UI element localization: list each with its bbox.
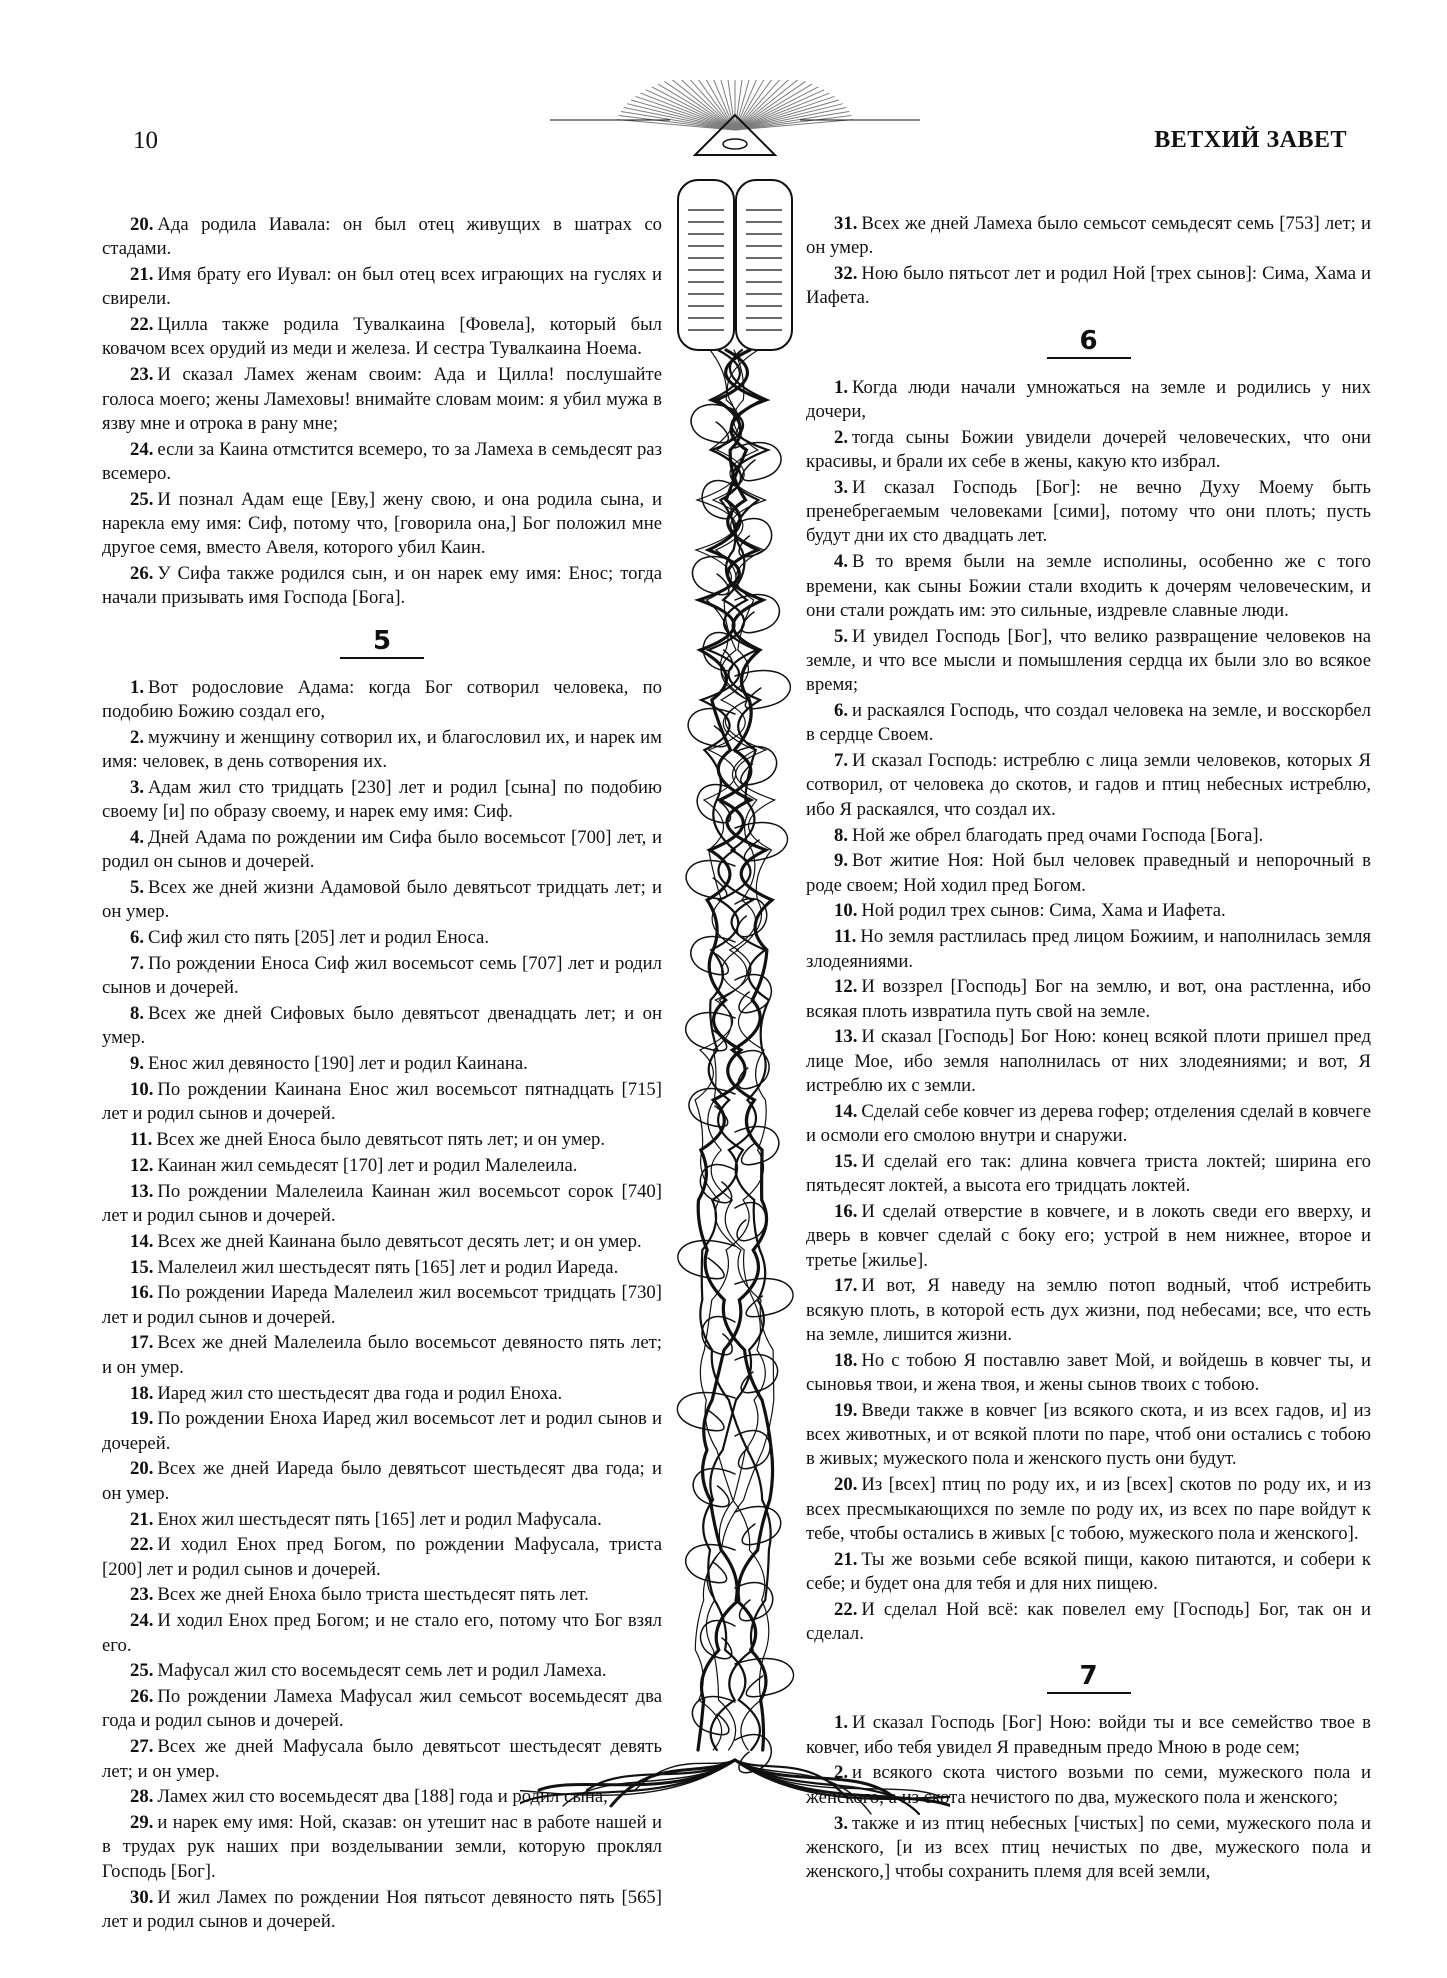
verse bbox=[102, 1659, 662, 1683]
verse-text: Имя брату его Иувал: он был отец всех играющих на гуслях и свирели. bbox=[102, 264, 662, 310]
verse-text: Ламех жил сто восемьдесят два [188] года и родил сына, bbox=[157, 1786, 608, 1808]
verse-number: 19. bbox=[834, 1399, 858, 1421]
verse-text: Всех же дней Мафусала было девятьсот шестьдесят девять лет; и он умер. bbox=[102, 1736, 662, 1782]
verse-number: 23. bbox=[130, 364, 154, 386]
verse-text: И сказал Ламех женам своим: Ада и Цилла! послушайте голоса моего; жены Ламеховы! внимайте словам моим: я убил мужа в язву мне и отрока в рану мне; bbox=[102, 364, 662, 434]
verse-text: Енох жил шестьдесят пять [165] лет и родил Мафусала. bbox=[157, 1508, 602, 1530]
verse bbox=[806, 625, 1371, 698]
verse-number: 3. bbox=[834, 1812, 849, 1834]
verse bbox=[806, 975, 1371, 1024]
verse-number: 22. bbox=[130, 1534, 154, 1556]
verse-number: 5. bbox=[834, 625, 849, 647]
verse-number: 12. bbox=[130, 1154, 154, 1176]
verse bbox=[102, 1886, 662, 1935]
verse-text: Сделай себе ковчег из дерева гофер; отделения сделай в ковчеге и осмоли его смолою внутри и снаружи. bbox=[806, 1100, 1371, 1147]
verse-number: 24. bbox=[130, 1610, 154, 1632]
verse bbox=[102, 1785, 662, 1809]
verse bbox=[806, 1100, 1371, 1149]
verse-number: 26. bbox=[130, 563, 154, 585]
verse bbox=[806, 1812, 1371, 1885]
verse-text: Вот родословие Адама: когда Бог сотворил человека, по подобию Божию создал его, bbox=[102, 676, 662, 723]
verse-text: Вот житие Ноя: Ной был человек праведный и непорочный в роде своем; Ной ходил пред Богом. bbox=[806, 850, 1371, 896]
verse-number: 31. bbox=[834, 213, 858, 234]
verse-number: 18. bbox=[130, 1382, 154, 1404]
verse-number: 6. bbox=[834, 700, 849, 722]
verse-number: 8. bbox=[130, 1003, 145, 1025]
verse bbox=[102, 876, 662, 925]
verse-number: 14. bbox=[130, 1230, 154, 1252]
verse-number: 28. bbox=[130, 1786, 154, 1808]
verse-text: и раскаялся Господь, что создал человека на земле, и восскорбел в сердце Своем. bbox=[806, 700, 1371, 746]
verse-text: По рождении Еноса Сиф жил восемьсот семь [707] лет и родил сынов и дочерей. bbox=[102, 953, 662, 999]
verse-text: По рождении Иареда Малелеил жил восемьсот тридцать [730] лет и родил сынов и дочерей. bbox=[102, 1282, 662, 1328]
verse-text: И ходил Енох пред Богом; и не стало его, потому что Бог взял его. bbox=[102, 1610, 662, 1656]
verse-text: И ходил Енох пред Богом, по рождении Мафусала, триста [200] лет и родил сынов и дочерей. bbox=[102, 1534, 662, 1580]
verse-text: Всех же дней Еноха было триста шестьдесят пять лет. bbox=[157, 1584, 589, 1606]
verse-text: тогда сыны Божии увидели дочерей человеческих, что они красивы, и брали их себе в жены, какую кто избрал. bbox=[806, 426, 1371, 473]
verse-text: Всех же дней Каинана было девятьсот десять лет; и он умер. bbox=[157, 1230, 642, 1252]
verse-number: 23. bbox=[130, 1584, 154, 1606]
verse bbox=[102, 1685, 662, 1734]
verse bbox=[102, 1457, 662, 1506]
verse bbox=[102, 1811, 662, 1884]
verse bbox=[102, 263, 662, 312]
verse bbox=[102, 1281, 662, 1330]
verse-number: 9. bbox=[130, 1053, 145, 1075]
verse-text: Когда люди начали умножаться на земле и родились у них дочери, bbox=[806, 376, 1371, 422]
verse-text: И сказал Господь [Бог]: не вечно Духу Моему быть пренебрегаемым человеками [сими], потому что они плоть; пусть будут дни их сто двадцать лет. bbox=[806, 476, 1371, 547]
verse bbox=[806, 262, 1371, 311]
verse bbox=[102, 488, 662, 561]
verse-text: И сказал [Господь] Бог Ною: конец всякой плоти пришел пред лице Мое, ибо земля наполнилась от них злодеяниями; и вот, Я истреблю их с земли. bbox=[806, 1026, 1371, 1096]
verse-number: 7. bbox=[834, 750, 849, 772]
verse-number: 11. bbox=[130, 1129, 153, 1151]
verse-number: 13. bbox=[130, 1180, 154, 1202]
verse-text: Всех же дней Малелеила было восемьсот девяносто пять лет; и он умер. bbox=[102, 1332, 662, 1378]
verse bbox=[806, 212, 1371, 261]
verse-text: мужчину и женщину сотворил их, и благословил их, и нарек им имя: человек, в день сотворения их. bbox=[102, 726, 662, 773]
verse-text: Дней Адама по рождении им Сифа было восемьсот [700] лет, и родил он сынов и дочерей. bbox=[102, 827, 662, 873]
verse bbox=[102, 776, 662, 825]
verse-number: 15. bbox=[834, 1150, 858, 1172]
verse bbox=[102, 1508, 662, 1532]
verse bbox=[102, 438, 662, 487]
verse-number: 22. bbox=[130, 314, 154, 336]
verse-text: И сделал Ной всё: как повелел ему [Господь] Бог, так он и сделал. bbox=[806, 1598, 1371, 1645]
verse bbox=[806, 550, 1371, 623]
verse-text: И сказал Господь [Бог] Ною: войди ты и все семейство твое в ковчег, ибо тебя увидел Я праведным предо Мною в роде сем; bbox=[806, 1712, 1371, 1758]
verse-number: 32. bbox=[834, 263, 858, 285]
verse bbox=[102, 926, 662, 950]
verse-text: Ной родил трех сынов: Сима, Хама и Иафета. bbox=[861, 900, 1226, 922]
verse-text: И воззрел [Господь] Бог на землю, и вот, она растленна, ибо всякая плоть извратила путь свой на земле. bbox=[806, 976, 1371, 1022]
verse-number: 5. bbox=[130, 877, 145, 899]
verse bbox=[102, 1128, 662, 1152]
verse bbox=[102, 1407, 662, 1456]
verse-number: 1. bbox=[130, 676, 145, 698]
verse bbox=[102, 313, 662, 362]
verse-number: 17. bbox=[834, 1275, 858, 1297]
verse-text: Мафусал жил сто восемьдесят семь лет и родил Ламеха. bbox=[157, 1660, 607, 1682]
verse-number: 12. bbox=[834, 976, 858, 998]
verse-text: И жил Ламех по рождении Ноя пятьсот девяносто пять [565] лет и родил сынов и дочерей. bbox=[102, 1886, 662, 1932]
left-column bbox=[102, 213, 662, 1936]
verse-number: 25. bbox=[130, 488, 154, 510]
verse bbox=[806, 699, 1371, 748]
right-column bbox=[806, 212, 1371, 1886]
verse bbox=[102, 1331, 662, 1380]
verse-number: 10. bbox=[130, 1079, 154, 1100]
verse bbox=[102, 1052, 662, 1076]
verse bbox=[102, 1078, 662, 1127]
verse bbox=[806, 899, 1371, 923]
verse-number: 16. bbox=[834, 1200, 858, 1222]
verse bbox=[102, 1735, 662, 1784]
verse bbox=[806, 376, 1371, 425]
verse bbox=[806, 1200, 1371, 1273]
verse bbox=[102, 1256, 662, 1280]
chapter-number: 5 bbox=[340, 628, 424, 659]
verse-text: Иаред жил сто шестьдесят два года и родил Еноха. bbox=[157, 1382, 563, 1404]
verse bbox=[806, 1150, 1371, 1199]
verse-number: 1. bbox=[834, 376, 849, 398]
verse-number: 22. bbox=[834, 1598, 858, 1620]
verse bbox=[102, 676, 662, 725]
chapter-heading bbox=[806, 1663, 1371, 1694]
verse-number: 20. bbox=[834, 1474, 858, 1496]
verse bbox=[806, 426, 1371, 475]
verse bbox=[102, 213, 662, 262]
verse-number: 4. bbox=[834, 551, 849, 573]
verse bbox=[806, 1274, 1371, 1347]
verse-number: 10. bbox=[834, 900, 858, 922]
verse-number: 25. bbox=[130, 1660, 154, 1682]
verse bbox=[806, 1548, 1371, 1597]
chapter-heading bbox=[102, 625, 662, 659]
chapter-number: 7 bbox=[1047, 1663, 1131, 1694]
chapter-number: 6 bbox=[1047, 328, 1131, 359]
verse-number: 2. bbox=[130, 726, 145, 748]
verse bbox=[102, 1533, 662, 1582]
verse bbox=[806, 1598, 1371, 1647]
verse-number: 1. bbox=[834, 1712, 849, 1734]
verse-text: И увидел Господь [Бог], что велико развращение человеков на земле, и что все мысли и помышления сердца их были зло во всякое время; bbox=[806, 625, 1371, 696]
verse-number: 11. bbox=[834, 926, 857, 948]
verse-number: 14. bbox=[834, 1100, 858, 1122]
verse-number: 16. bbox=[130, 1282, 154, 1304]
verse bbox=[102, 1583, 662, 1607]
verse-text: Ною было пятьсот лет и родил Ной [трех сынов]: Сима, Хама и Иафета. bbox=[806, 263, 1371, 309]
verse-number: 29. bbox=[130, 1812, 154, 1834]
verse-text: И вот, Я наведу на землю потоп водный, чтоб истребить всякую плоть, в которой есть дух жизни, под небесами; все, что есть на земле, лишится жизни. bbox=[806, 1275, 1371, 1345]
verse-text: Но земля растлилась пред лицом Божиим, и наполнилась земля злодеяниями. bbox=[806, 926, 1371, 972]
verse bbox=[806, 476, 1371, 549]
verse-number: 21. bbox=[130, 1508, 154, 1530]
verse-number: 24. bbox=[130, 438, 154, 460]
verse-number: 13. bbox=[834, 1026, 858, 1048]
verse-text: По рождении Каинана Енос жил восемьсот пятнадцать [715] лет и родил сынов и дочерей. bbox=[102, 1079, 662, 1125]
verse-number: 3. bbox=[834, 476, 849, 498]
verse-number: 30. bbox=[130, 1886, 154, 1908]
verse-text: И сделай отверстие в ковчеге, и в локоть сведи его вверху, и дверь в ковчег сделай с боку его; устрой в нем нижнее, второе и третье [жилье]. bbox=[806, 1200, 1371, 1271]
verse bbox=[102, 1154, 662, 1178]
verse-number: 9. bbox=[834, 850, 849, 872]
verse-number: 19. bbox=[130, 1408, 154, 1430]
verse-text: если за Каина отмстится всемеро, то за Ламеха в семьдесят раз всемеро. bbox=[102, 438, 662, 484]
verse-text: И сделай его так: длина ковчега триста локтей; ширина его пятьдесят локтей, а высота его тридцать локтей. bbox=[806, 1150, 1371, 1197]
verse bbox=[102, 1002, 662, 1051]
verse-text: Из [всех] птиц по роду их, и из [всех] скотов по роду их, и из всех пресмыкающихся по земле по роду их, из всех по паре войдут к тебе, чтобы остались в живых [с тобою, мужеского пола и женского]. bbox=[806, 1474, 1371, 1544]
verse-text: и нарек ему имя: Ной, сказав: он утешит нас в работе нашей и в трудах рук наших при возделывании земли, которую проклял Господь [Бог]. bbox=[102, 1812, 662, 1882]
verse-text: Всех же дней Еноса было девятьсот пять лет; и он умер. bbox=[156, 1129, 606, 1151]
verse-text: Каинан жил семьдесят [170] лет и родил Малелеила. bbox=[157, 1154, 578, 1176]
verse-number: 17. bbox=[130, 1332, 154, 1354]
verse-number: 21. bbox=[834, 1548, 858, 1570]
verse-number: 26. bbox=[130, 1686, 154, 1708]
verse bbox=[806, 1025, 1371, 1098]
verse-text: По рождении Еноха Иаред жил восемьсот лет и родил сынов и дочерей. bbox=[102, 1408, 662, 1454]
verse-number: 2. bbox=[834, 1762, 849, 1784]
verse bbox=[102, 826, 662, 875]
verse bbox=[102, 1382, 662, 1406]
verse bbox=[102, 726, 662, 775]
running-head: ВЕТХИЙ ЗАВЕТ bbox=[1154, 127, 1347, 153]
verse-text: Ада родила Иавала: он был отец живущих в шатрах со стадами. bbox=[102, 214, 662, 260]
verse-text: Адам жил сто тридцать [230] лет и родил [сына] по подобию своему [и] по образу своему, и нарек ему имя: Сиф. bbox=[102, 776, 662, 823]
verse-text: Малелеил жил шестьдесят пять [165] лет и родил Иареда. bbox=[157, 1256, 619, 1278]
verse-text: Ты же возьми себе всякой пищи, какою питаются, и собери к себе; и будет она для тебя и для них пищею. bbox=[806, 1548, 1371, 1594]
verse-text: Всех же дней жизни Адамовой было девятьсот тридцать лет; и он умер. bbox=[102, 877, 662, 923]
verse bbox=[806, 849, 1371, 898]
verse-number: 8. bbox=[834, 824, 849, 846]
verse-text: Всех же дней Иареда было девятьсот шестьдесят два года; и он умер. bbox=[102, 1458, 662, 1504]
page-number: 10 bbox=[133, 127, 158, 154]
verse bbox=[806, 1761, 1371, 1810]
verse-number: 15. bbox=[130, 1256, 154, 1278]
verse bbox=[806, 1711, 1371, 1760]
verse-text: И сказал Господь: истреблю с лица земли человеков, которых Я сотворил, от человека до скотов, и гадов и птиц небесных истреблю, ибо Я раскаялся, что создал их. bbox=[806, 750, 1371, 820]
verse-text: По рождении Ламеха Мафусал жил семьсот восемьдесят два года и родил сынов и дочерей. bbox=[102, 1686, 662, 1732]
verse bbox=[102, 1180, 662, 1229]
verse bbox=[102, 1609, 662, 1658]
chapter-heading bbox=[806, 325, 1371, 359]
verse bbox=[806, 824, 1371, 848]
verse-text: Но с тобою Я поставлю завет Мой, и войдешь в ковчег ты, и сыновья твои, и жена твоя, и жены сынов твоих с тобою. bbox=[806, 1349, 1371, 1396]
verse-text: Цилла также родила Тувалкаина [Фовела], который был ковачом всех орудий из меди и железа. И сестра Тувалкаина Ноема. bbox=[102, 314, 662, 360]
verse-text: У Сифа также родился сын, и он нарек ему имя: Енос; тогда начали призывать имя Господа [Бога]. bbox=[102, 563, 662, 609]
verse-text: Ной же обрел благодать пред очами Господа [Бога]. bbox=[852, 824, 1264, 846]
verse-text: Енос жил девяносто [190] лет и родил Каинана. bbox=[148, 1053, 528, 1075]
verse bbox=[806, 749, 1371, 822]
verse bbox=[806, 1349, 1371, 1398]
verse bbox=[102, 1230, 662, 1254]
verse-number: 20. bbox=[130, 1458, 154, 1480]
verse-number: 4. bbox=[130, 827, 145, 849]
verse-text: Введи также в ковчег [из всякого скота, и из всех гадов, и] из всех животных, и от всякой плоти по паре, чтоб они остались с тобою в живых; мужеского пола и женского пусть они будут. bbox=[806, 1399, 1371, 1470]
verse-text: Всех же дней Ламеха было семьсот семьдесят семь [753] лет; и он умер. bbox=[806, 213, 1371, 259]
verse-text: также и из птиц небесных [чистых] по семи, мужеского пола и женского, [и из всех птиц нечистых по две, мужеского пола и женского,] чтобы сохранить племя для всей земли, bbox=[806, 1812, 1371, 1883]
verse bbox=[102, 562, 662, 611]
verse-number: 18. bbox=[834, 1349, 858, 1371]
verse-number: 7. bbox=[130, 953, 145, 975]
verse-number: 3. bbox=[130, 776, 145, 798]
verse-text: В то время были на земле исполины, особенно же с того времени, как сыны Божии стали входить к дочерям человеческим, и они стали рождать им: это сильные, издревле славные люди. bbox=[806, 551, 1371, 621]
verse bbox=[806, 1473, 1371, 1546]
verse bbox=[102, 363, 662, 436]
verse-text: Всех же дней Сифовых было девятьсот двенадцать лет; и он умер. bbox=[102, 1003, 662, 1049]
verse-text: и всякого скота чистого возьми по семи, мужеского пола и женского, а из скота нечистого по два, мужеского пола и женского; bbox=[806, 1762, 1371, 1808]
verse bbox=[806, 1399, 1371, 1472]
verse-text: И познал Адам еще [Еву,] жену свою, и она родила сына, и нарекла ему имя: Сиф, потому что, [говорила она,] Бог положил мне другое семя, вместо Авеля, которого убил Каин. bbox=[102, 488, 662, 559]
verse-number: 20. bbox=[130, 214, 154, 235]
verse-text: По рождении Малелеила Каинан жил восемьсот сорок [740] лет и родил сынов и дочерей. bbox=[102, 1180, 662, 1226]
verse-number: 2. bbox=[834, 426, 849, 448]
verse bbox=[806, 925, 1371, 974]
verse-number: 21. bbox=[130, 264, 154, 286]
verse-number: 27. bbox=[130, 1736, 154, 1758]
verse bbox=[102, 952, 662, 1001]
verse-text: Сиф жил сто пять [205] лет и родил Еноса. bbox=[148, 927, 490, 949]
verse-number: 6. bbox=[130, 927, 145, 949]
